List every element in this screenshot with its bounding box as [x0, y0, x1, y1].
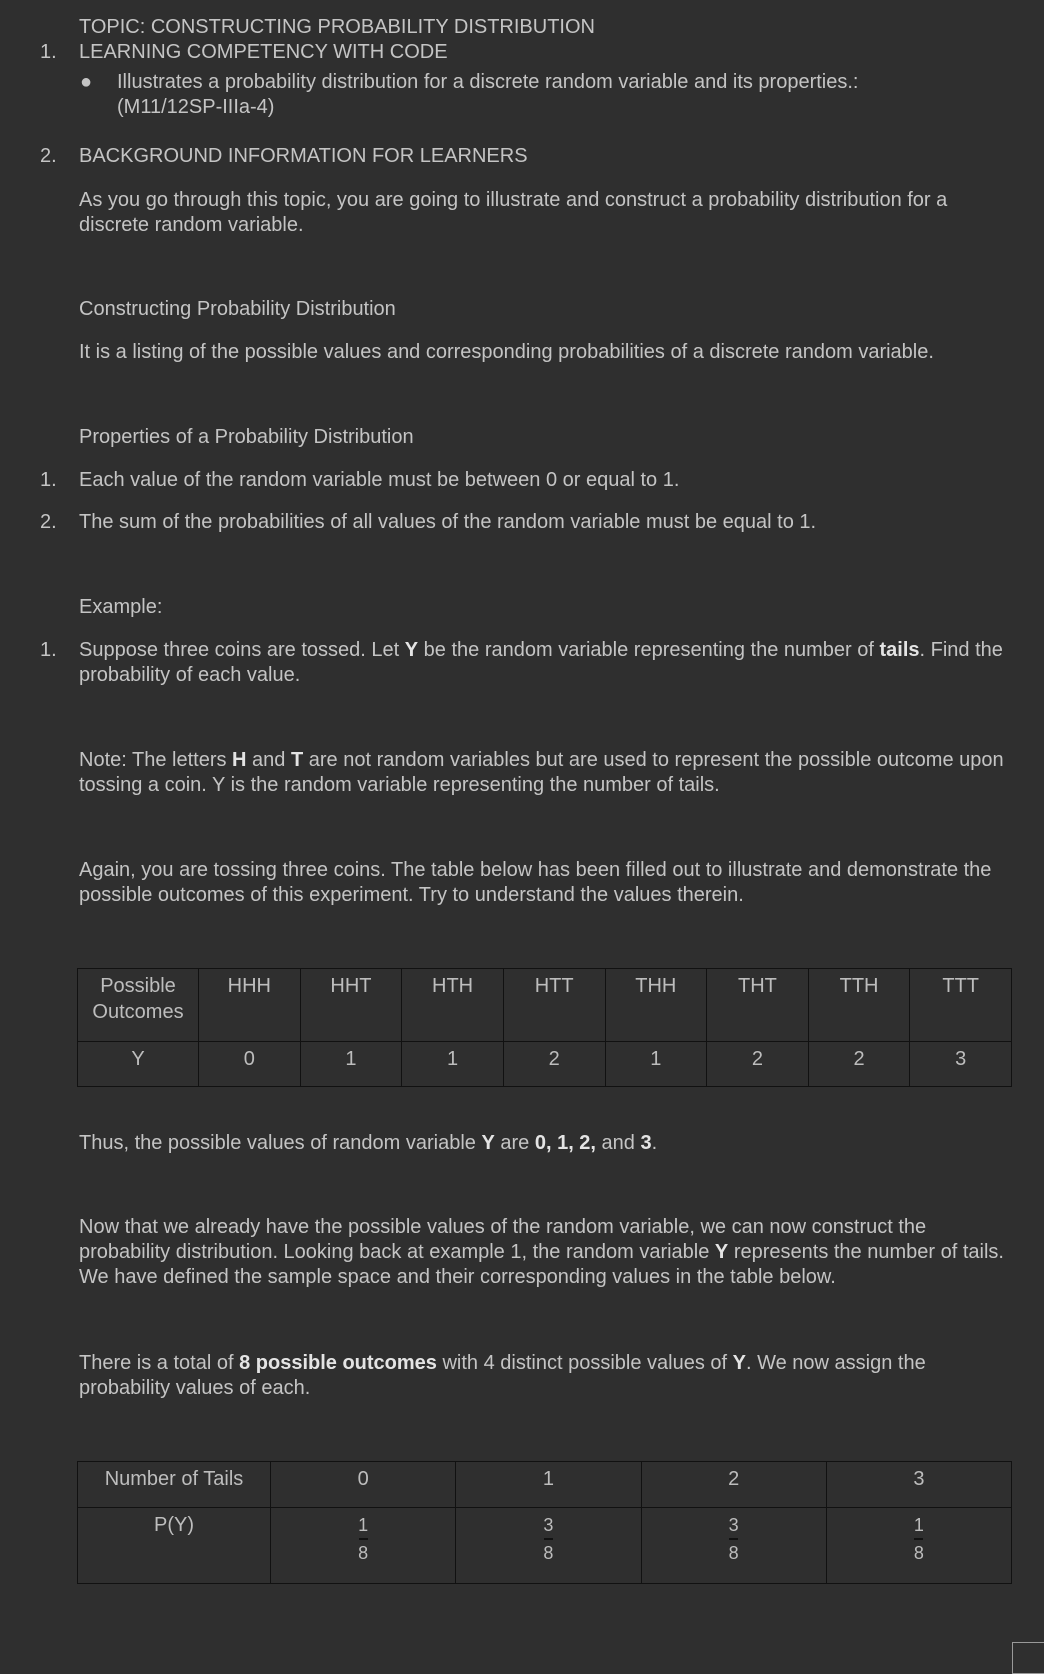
competency-code: (M11/12SP-IIIa-4)	[117, 96, 275, 118]
tails-cell: 1	[456, 1462, 641, 1508]
value-cell: 1	[402, 1042, 504, 1087]
properties-heading: Properties of a Probability Distribution	[79, 426, 414, 448]
probability-cell	[456, 1508, 641, 1584]
tails-cell: 0	[271, 1462, 456, 1508]
outcome-cell: HHT	[300, 969, 402, 1042]
property-text: Each value of the random variable must be between 0 or equal to 1.	[79, 469, 680, 491]
section-title: LEARNING COMPETENCY WITH CODE	[79, 41, 448, 63]
probability-cell	[641, 1508, 826, 1584]
value-cell: 3	[910, 1042, 1012, 1087]
topic-title: TOPIC: CONSTRUCTING PROBABILITY DISTRIBUTION	[79, 16, 595, 38]
table-row	[78, 969, 1012, 1042]
value-cell: 1	[300, 1042, 402, 1087]
example-number: 1.	[40, 639, 57, 661]
row-label: P(Y)	[78, 1508, 271, 1584]
constructing-heading: Constructing Probability Distribution	[79, 298, 396, 320]
denominator: 8	[728, 1543, 739, 1563]
outcome-cell: HTH	[402, 969, 504, 1042]
numerator: 3	[543, 1515, 554, 1535]
denominator: 8	[913, 1543, 924, 1563]
header-cell: Number of Tails	[78, 1462, 271, 1508]
section-number: 1.	[40, 41, 57, 63]
value-cell: 2	[503, 1042, 605, 1087]
competency-text: Illustrates a probability distribution for a discrete random variable and its properties.:	[117, 71, 859, 93]
outcome-cell: HTT	[503, 969, 605, 1042]
note-text: Note: The letters H and T are not random variables but are used to represent the possible outcome upon tossing a coin. Y is the random variable representing the number of tails.	[79, 749, 1004, 796]
intro-paragraph: As you go through this topic, you are going to illustrate and construct a probability distribution for a discrete random variable.	[79, 189, 948, 236]
value-cell: 2	[707, 1042, 809, 1087]
outcome-cell: THH	[605, 969, 707, 1042]
property-number: 1.	[40, 469, 57, 491]
outcome-cell: THT	[707, 969, 809, 1042]
now-text: Now that we already have the possible values of the random variable, we can now construct the probability distribution. Looking back at example 1, the random variable Y represents the number of tails. We have defined the sample space and their corresponding values in the table below.	[79, 1216, 1004, 1288]
tails-cell: 2	[641, 1462, 826, 1508]
denominator: 8	[543, 1543, 554, 1563]
denominator: 8	[358, 1543, 369, 1563]
probability-cell	[271, 1508, 456, 1584]
value-cell: 1	[605, 1042, 707, 1087]
definition-text: It is a listing of the possible values and corresponding probabilities of a discrete random variable.	[79, 341, 934, 363]
bullet-icon: ●	[80, 71, 93, 93]
numerator: 1	[358, 1515, 369, 1535]
table-row	[78, 1462, 1012, 1508]
table-row	[78, 1508, 1012, 1584]
table-row	[78, 1042, 1012, 1087]
tails-cell: 3	[826, 1462, 1011, 1508]
numerator: 3	[728, 1515, 739, 1535]
header-cell: Possible Outcomes	[78, 969, 199, 1042]
value-cell: 0	[199, 1042, 301, 1087]
property-number: 2.	[40, 511, 57, 533]
section-title: BACKGROUND INFORMATION FOR LEARNERS	[79, 145, 528, 167]
thus-text: Thus, the possible values of random variable Y are 0, 1, 2, and 3.	[79, 1132, 658, 1154]
again-text: Again, you are tossing three coins. The table below has been filled out to illustrate and demonstrate the possible outcomes of this experiment. Try to understand the values therein.	[79, 859, 992, 906]
outcome-cell: HHH	[199, 969, 301, 1042]
section-number: 2.	[40, 145, 57, 167]
example-label: Example:	[79, 596, 163, 618]
total-text: There is a total of 8 possible outcomes with 4 distinct possible values of Y. We now assign the probability values of each.	[79, 1352, 926, 1399]
row-label: Y	[78, 1042, 199, 1087]
numerator: 1	[913, 1515, 924, 1535]
page-corner-box	[1012, 1642, 1044, 1674]
outcomes-table	[77, 968, 1012, 1087]
outcome-cell: TTH	[808, 969, 910, 1042]
probability-cell	[826, 1508, 1011, 1584]
value-cell: 2	[808, 1042, 910, 1087]
property-text: The sum of the probabilities of all values of the random variable must be equal to 1.	[79, 511, 817, 533]
outcome-cell: TTT	[910, 969, 1012, 1042]
example-text: Suppose three coins are tossed. Let Y be the random variable representing the number of tails. Find the probability of each value.	[79, 639, 1003, 686]
probability-table	[77, 1461, 1012, 1584]
